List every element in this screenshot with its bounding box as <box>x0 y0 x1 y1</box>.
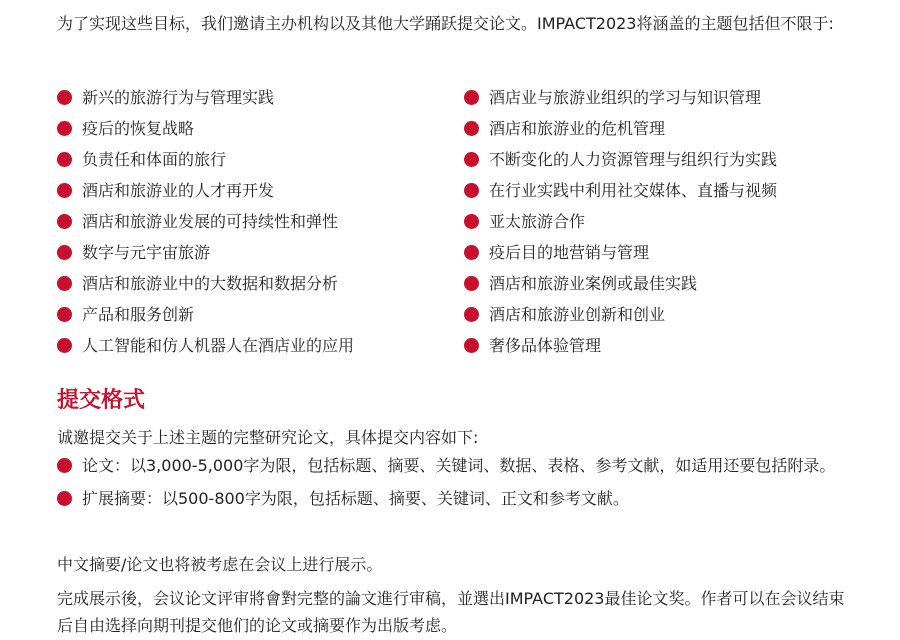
bullet-dot-icon <box>57 458 72 473</box>
bullet-dot-icon <box>57 90 72 105</box>
topic-item <box>57 144 354 175</box>
topic-label: 疫后目的地营销与管理 <box>489 243 650 262</box>
bullet-dot-icon <box>464 121 479 136</box>
bullet-dot-icon <box>57 276 72 291</box>
bullet-dot-icon <box>464 214 479 229</box>
requirement-item <box>57 485 847 512</box>
bullet-dot-icon <box>464 307 479 322</box>
bullet-dot-icon <box>464 245 479 260</box>
topic-label: 酒店和旅游业的人才再开发 <box>82 181 275 200</box>
topic-label: 奢侈品体验管理 <box>489 336 602 355</box>
topic-item <box>464 113 777 144</box>
topic-item <box>464 268 777 299</box>
bullet-dot-icon <box>464 276 479 291</box>
intro-paragraph: 为了实现这些目标，我们邀请主办机构以及其他大学踊跃提交论文。IMPACT2023将涵盖的主题包括但不限于: <box>57 14 834 33</box>
topic-label: 酒店业与旅游业组织的学习与知识管理 <box>489 88 762 107</box>
topic-label: 人工智能和仿人机器人在酒店业的应用 <box>82 336 355 355</box>
bullet-dot-icon <box>57 121 72 136</box>
topic-item <box>57 113 354 144</box>
topic-item <box>464 299 777 330</box>
topic-item <box>57 237 354 268</box>
topic-item <box>57 206 354 237</box>
bullet-dot-icon <box>464 338 479 353</box>
topic-label: 酒店和旅游业案例或最佳实践 <box>489 274 698 293</box>
bullet-dot-icon <box>57 245 72 260</box>
topic-item <box>57 175 354 206</box>
topic-label: 负责任和体面的旅行 <box>82 150 227 169</box>
bullet-dot-icon <box>57 152 72 167</box>
topic-label: 疫后的恢复战略 <box>82 119 195 138</box>
topic-label: 新兴的旅游行为与管理实践 <box>82 88 275 107</box>
bullet-dot-icon <box>464 183 479 198</box>
topic-item <box>464 82 777 113</box>
topics-right-column <box>464 82 777 361</box>
requirement-text: 论文：以3,000-5,000字为限，包括标题、摘要、关键词、数据、表格、参考文献，如适用还要包括附录。 <box>82 456 836 475</box>
bullet-dot-icon <box>464 152 479 167</box>
topics-list <box>57 82 857 362</box>
requirement-text: 扩展摘要：以500-800字为限，包括标题、摘要、关键词、正文和参考文献。 <box>82 489 629 508</box>
requirements-list <box>57 452 847 512</box>
topic-item <box>57 299 354 330</box>
note-chinese-abstract: 中文摘要/论文也将被考虑在会议上进行展示。 <box>57 555 383 574</box>
topic-label: 酒店和旅游业创新和创业 <box>489 305 666 324</box>
topic-label: 酒店和旅游业发展的可持续性和弹性 <box>82 212 339 231</box>
topic-label: 不断变化的人力资源管理与组织行为实践 <box>489 150 778 169</box>
bullet-dot-icon <box>57 214 72 229</box>
topic-item <box>57 330 354 361</box>
bullet-dot-icon <box>57 491 72 506</box>
topic-label: 在行业实践中利用社交媒体、直播与视频 <box>489 181 778 200</box>
bullet-dot-icon <box>57 183 72 198</box>
topic-label: 数字与元宇宙旅游 <box>82 243 211 262</box>
bullet-dot-icon <box>464 90 479 105</box>
topic-item <box>464 330 777 361</box>
topic-label: 亚太旅游合作 <box>489 212 586 231</box>
format-intro-text: 诚邀提交关于上述主题的完整研究论文，具体提交内容如下: <box>57 428 479 447</box>
topic-label: 酒店和旅游业的危机管理 <box>489 119 666 138</box>
topics-left-column <box>57 82 354 361</box>
section-heading-format: 提交格式 <box>57 388 146 413</box>
bullet-dot-icon <box>57 307 72 322</box>
topic-label: 产品和服务创新 <box>82 305 195 324</box>
bullet-dot-icon <box>57 338 72 353</box>
topic-item <box>464 175 777 206</box>
topic-item <box>464 206 777 237</box>
topic-item <box>57 268 354 299</box>
topic-item <box>57 82 354 113</box>
topic-item <box>464 144 777 175</box>
topic-item <box>464 237 777 268</box>
note-best-paper-award: 完成展示後，会议论文评审將會對完整的論文進行审稿，並選出IMPACT2023最佳论文奖。作者可以在会议结束后自由选择向期刊提交他们的论文或摘要作为出版考虑。 <box>57 589 845 635</box>
topic-label: 酒店和旅游业中的大数据和数据分析 <box>82 274 339 293</box>
requirement-item <box>57 452 847 479</box>
